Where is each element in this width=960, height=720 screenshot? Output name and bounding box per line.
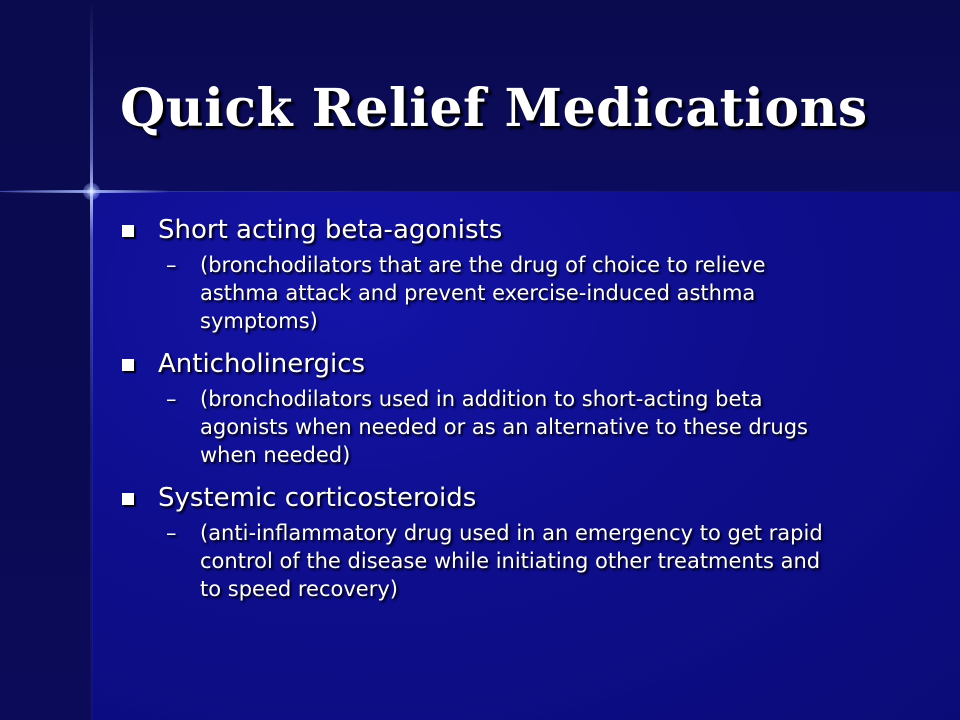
sub-bullet-line: symptoms) (200, 309, 318, 333)
square-bullet-icon (122, 493, 134, 505)
slide-title: Quick Relief Medications (120, 78, 868, 139)
bullet-label: Systemic corticosteroids (158, 483, 477, 513)
sub-bullet-line: (bronchodilators used in addition to short-acting beta (200, 387, 763, 411)
square-bullet-icon (122, 359, 134, 371)
sub-bullet-line: (anti-inflammatory drug used in an emergency to get rapid (200, 521, 823, 545)
sub-bullet-line: control of the disease while initiating other treatments and (200, 549, 821, 573)
bullet-item-systemic-corticosteroids (120, 481, 920, 603)
bullet-label: Anticholinergics (158, 349, 366, 379)
bullet-item-short-acting-beta-agonists (120, 213, 920, 335)
sub-bullet (158, 251, 920, 335)
bullet-label: Short acting beta-agonists (158, 215, 503, 245)
glow-star-icon (83, 183, 100, 200)
bullet-item-anticholinergics (120, 347, 920, 469)
sub-bullet (158, 519, 920, 603)
sub-bullet-line: asthma attack and prevent exercise-induced asthma (200, 281, 756, 305)
glow-vertical-line (90, 0, 93, 720)
dash-bullet-icon: – (166, 387, 177, 411)
sub-bullet-line: (bronchodilators that are the drug of choice to relieve (200, 253, 766, 277)
sub-bullet (158, 385, 920, 469)
dash-bullet-icon: – (166, 253, 177, 277)
square-bullet-icon (122, 225, 134, 237)
sub-bullet-line: to speed recovery) (200, 577, 398, 601)
dash-bullet-icon: – (166, 521, 177, 545)
bullet-list (120, 213, 920, 615)
background-left-band (0, 0, 92, 720)
sub-bullet-line: agonists when needed or as an alternative to these drugs (200, 415, 808, 439)
sub-bullet-line: when needed) (200, 443, 351, 467)
